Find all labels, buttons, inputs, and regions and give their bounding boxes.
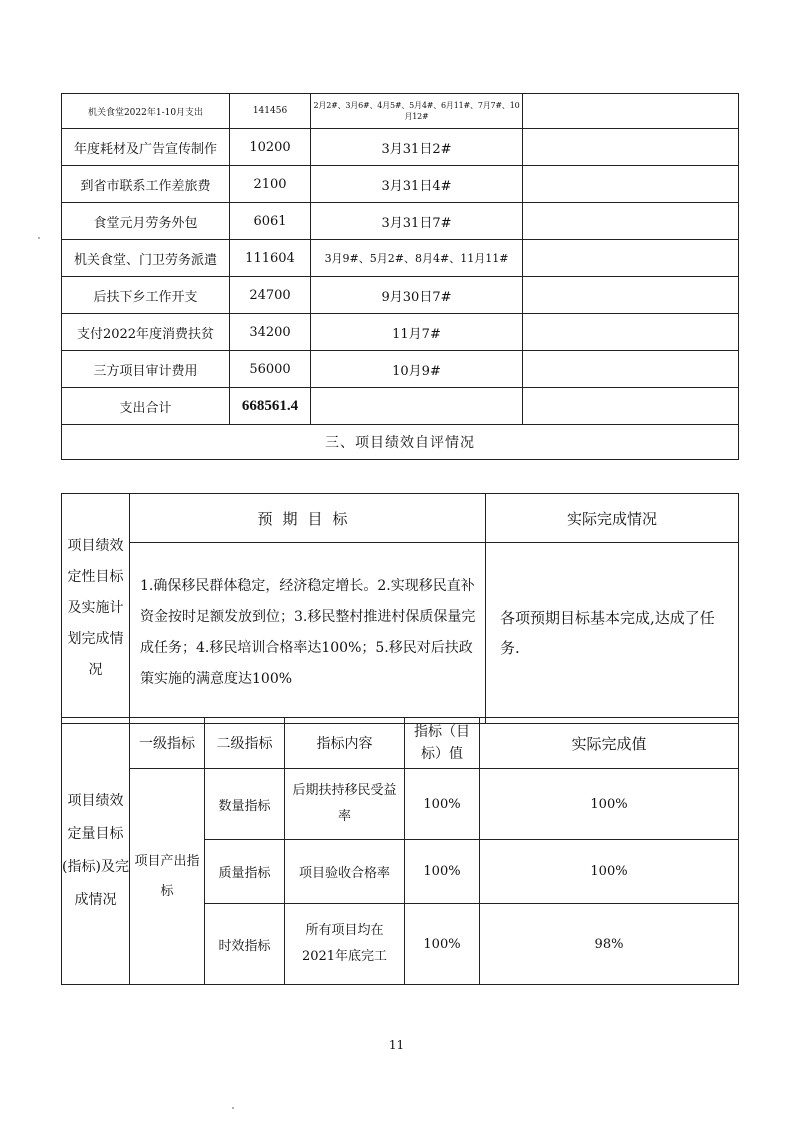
actual-header: 实际完成情况 [486,494,739,543]
expense-amount: 2100 [230,166,311,203]
table-row [62,129,739,166]
table-row [62,314,739,351]
goal-header-row [62,494,739,543]
section-title-row [62,425,739,460]
expected-text: 1.确保移民群体稳定，经济稳定增长。2.实现移民直补资金按时足额发放到位；3.移民整村推进村保质保量完成任务；4.移民培训合格率达100%；5.移民对后扶政策实施的满意度达100% [130,543,486,724]
expense-item: 机关食堂2022年1-10月支出 [62,94,230,129]
expense-voucher: 2月2#、3月6#、4月5#、5月4#、6月11#、7月7#、10月12# [311,94,523,129]
expected-header: 预期目标 [130,494,486,543]
total-amount: 668561.4 [230,388,311,425]
expense-item: 机关食堂、门卫劳务派遣 [62,240,230,277]
indicator-actual: 98% [480,904,739,985]
indicator-table [61,717,739,985]
expense-note [523,203,739,240]
expense-amount: 141456 [230,94,311,129]
page-number: 11 [388,1038,405,1052]
indicator-actual: 100% [480,840,739,904]
section-title: 三、项目绩效自评情况 [62,425,739,460]
indicator-header-row [62,718,739,769]
expense-note [523,166,739,203]
goal-content-row [62,543,739,724]
total-label: 支出合计 [62,388,230,425]
expense-voucher: 3月9#、5月2#、8月4#、11月11# [311,240,523,277]
expense-item: 食堂元月劳务外包 [62,203,230,240]
expense-voucher: 3月31日4# [311,166,523,203]
expense-voucher: 11月7# [311,314,523,351]
indicator-row [62,769,739,840]
expense-table [61,93,739,460]
header-level2: 二级指标 [205,718,285,769]
total-row [62,388,739,425]
goal-row-label: 项目绩效定性目标及实施计划完成情况 [62,494,130,724]
table-row [62,203,739,240]
table-row [62,351,739,388]
expense-amount: 24700 [230,277,311,314]
table-row [62,277,739,314]
indicator-level2: 质量指标 [205,840,285,904]
expense-amount: 111604 [230,240,311,277]
header-target: 指标（目标）值 [405,718,480,769]
expense-voucher: 3月31日7# [311,203,523,240]
expense-item: 年度耗材及广告宣传制作 [62,129,230,166]
level1-name: 项目产出指标 [130,769,205,985]
goal-table [61,493,739,724]
expense-amount: 56000 [230,351,311,388]
total-voucher-empty [311,388,523,425]
indicator-target: 100% [405,840,480,904]
expense-amount: 34200 [230,314,311,351]
indicator-actual: 100% [480,769,739,840]
expense-item: 到省市联系工作差旅费 [62,166,230,203]
expense-item: 支付2022年度消费扶贫 [62,314,230,351]
table-row [62,94,739,129]
indicator-target: 100% [405,904,480,985]
indicator-level2: 时效指标 [205,904,285,985]
expense-amount: 10200 [230,129,311,166]
expense-note [523,94,739,129]
indicator-content: 所有项目均在2021年底完工 [285,904,405,985]
header-content: 指标内容 [285,718,405,769]
expense-note [523,314,739,351]
expense-note [523,351,739,388]
expense-voucher: 10月9# [311,351,523,388]
expense-note [523,277,739,314]
expense-item: 三方项目审计费用 [62,351,230,388]
scan-speck [232,1107,234,1109]
expense-voucher: 9月30日7# [311,277,523,314]
actual-text: 各项预期目标基本完成,达成了任务. [486,543,739,724]
expense-note [523,240,739,277]
expense-voucher: 3月31日2# [311,129,523,166]
total-note-empty [523,388,739,425]
table-row [62,240,739,277]
indicator-content: 项目验收合格率 [285,840,405,904]
header-actual: 实际完成值 [480,718,739,769]
indicator-content: 后期扶持移民受益率 [285,769,405,840]
expense-note [523,129,739,166]
indicator-target: 100% [405,769,480,840]
scan-speck [38,237,40,239]
expense-item: 后扶下乡工作开支 [62,277,230,314]
expense-amount: 6061 [230,203,311,240]
indicator-level2: 数量指标 [205,769,285,840]
table-row [62,166,739,203]
indicator-row-label: 项目绩效定量目标(指标)及完成情况 [62,718,130,985]
header-level1: 一级指标 [130,718,205,769]
